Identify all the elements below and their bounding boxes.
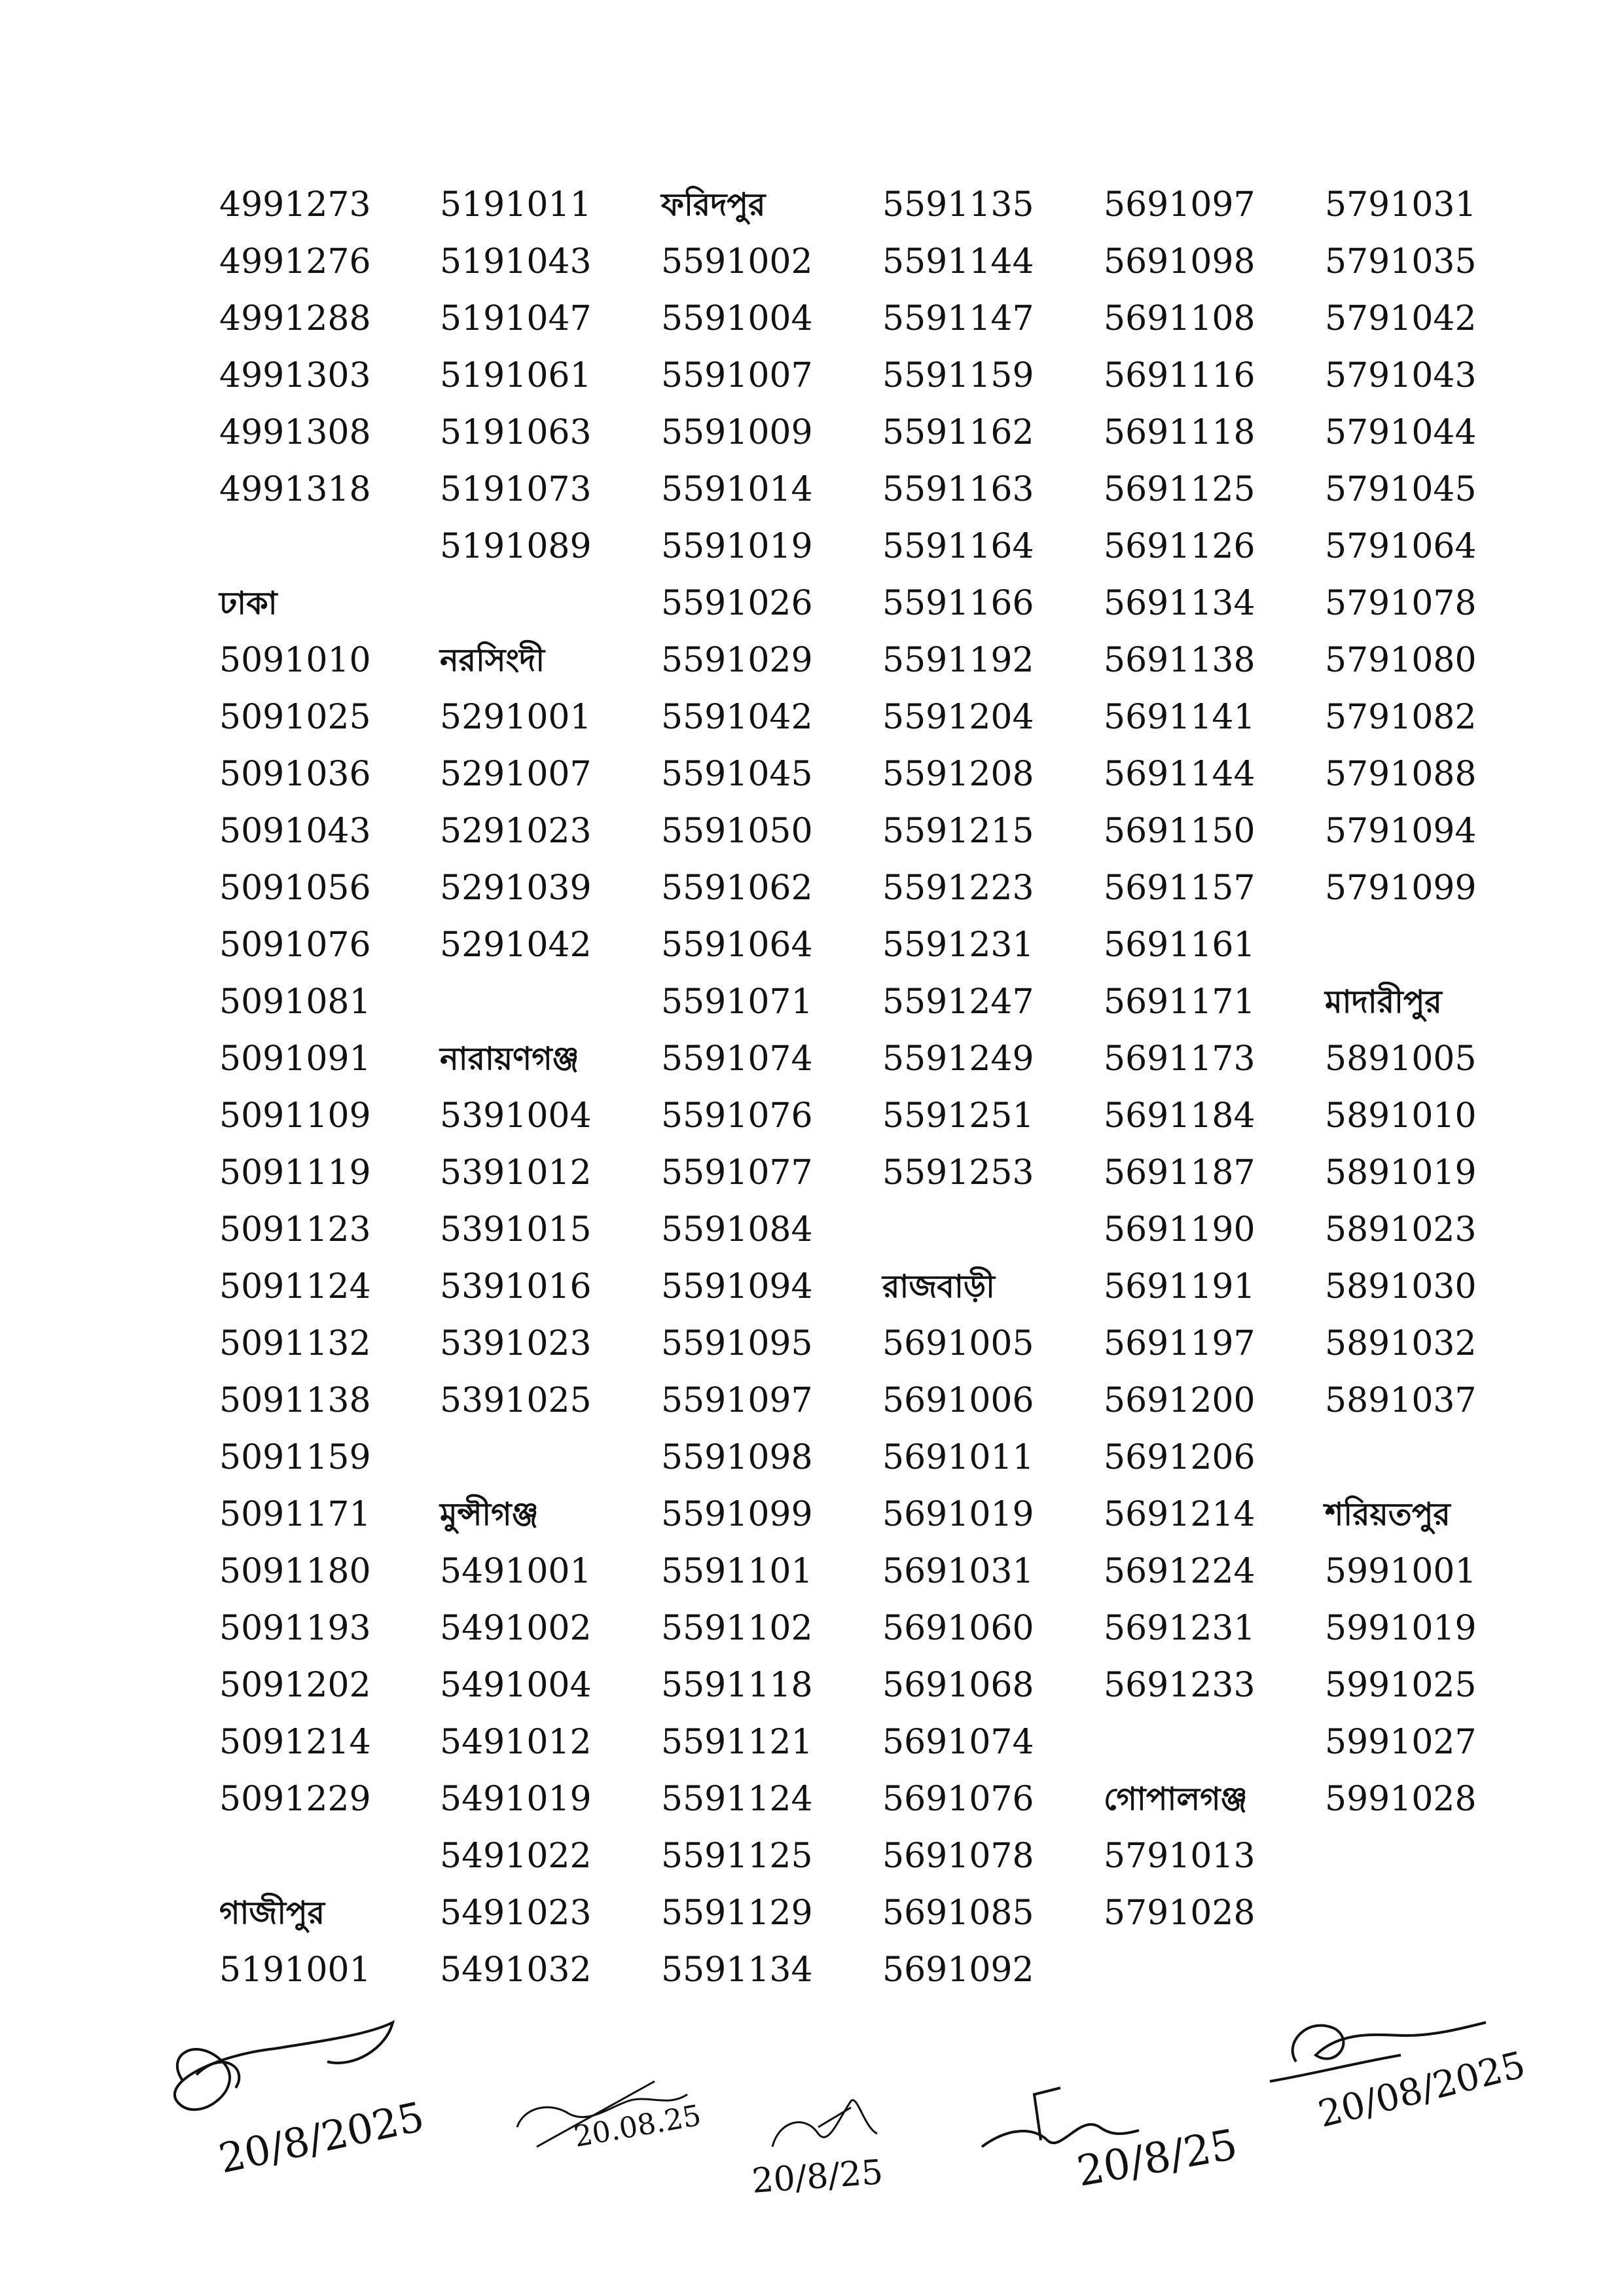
roll-number: 5691078: [882, 1837, 1034, 1876]
roll-number: 5091076: [219, 925, 371, 965]
roll-number: 5191001: [219, 1950, 371, 1990]
roll-number: 5491023: [440, 1893, 592, 1933]
roll-number: 5991001: [1325, 1552, 1477, 1591]
roll-number: 5091132: [219, 1324, 371, 1363]
roll-number: 5091056: [219, 869, 371, 908]
roll-number: 5691141: [1104, 698, 1255, 737]
roll-number: 5791045: [1325, 470, 1477, 509]
roll-number: 5591050: [661, 812, 813, 851]
roll-number: 5791088: [1325, 755, 1477, 794]
roll-number: 5591014: [661, 470, 813, 509]
signature-3: [751, 2100, 884, 2201]
roll-number: 5091159: [219, 1438, 371, 1477]
roll-number: 5491004: [440, 1666, 592, 1705]
roll-number: 5591223: [882, 869, 1034, 908]
roll-number: 5591074: [661, 1039, 813, 1079]
roll-number: 5291007: [440, 755, 592, 794]
roll-number: 5591249: [882, 1039, 1034, 1079]
roll-number: 4991308: [219, 413, 371, 452]
roll-number: 5691097: [1104, 185, 1255, 224]
roll-number: 5591162: [882, 413, 1034, 452]
district-heading: রাজবাড়ী: [882, 1268, 995, 1305]
roll-number: 5191073: [440, 470, 592, 509]
spacer: [440, 1429, 656, 1486]
roll-number: 5591084: [661, 1210, 813, 1249]
roll-number: 4991288: [219, 299, 371, 338]
roll-number: 5991028: [1325, 1780, 1477, 1819]
roll-number: 5491032: [440, 1950, 592, 1990]
roll-number: 5591019: [661, 527, 813, 566]
signature-2: [517, 2081, 704, 2154]
roll-number: 5591095: [661, 1324, 813, 1363]
roll-number: 5291039: [440, 869, 592, 908]
roll-number: 5091043: [219, 812, 371, 851]
roll-number: 5691173: [1104, 1039, 1255, 1079]
roll-number: 5791028: [1104, 1893, 1255, 1933]
roll-number: 5691031: [882, 1552, 1034, 1591]
signature-5: [1270, 2022, 1530, 2136]
roll-number: 5591163: [882, 470, 1034, 509]
roll-number: 5691187: [1104, 1153, 1255, 1193]
roll-number: 5891037: [1325, 1381, 1477, 1420]
roll-number: 5391015: [440, 1210, 592, 1249]
roll-number: 5691206: [1104, 1438, 1255, 1477]
roll-number: 5691074: [882, 1723, 1034, 1762]
district-heading: নারায়ণগঞ্জ: [440, 1041, 579, 1077]
roll-number: 4991318: [219, 470, 371, 509]
roll-number: 5591076: [661, 1096, 813, 1136]
roll-number: 5191089: [440, 527, 592, 566]
roll-number: 5091081: [219, 982, 371, 1022]
roll-number: 4991276: [219, 242, 371, 281]
signature-1: [175, 2022, 428, 2183]
roll-number: 5691085: [882, 1893, 1034, 1933]
spacer: [882, 1202, 1098, 1259]
roll-number: 5691019: [882, 1495, 1034, 1534]
column-3: [661, 177, 877, 1999]
spacer: [1325, 917, 1541, 974]
roll-number: 5591121: [661, 1723, 813, 1762]
roll-number: 5591208: [882, 755, 1034, 794]
district-heading: ফরিদপুর: [661, 187, 766, 223]
roll-number: 5691006: [882, 1381, 1034, 1420]
roll-number: 5591118: [661, 1666, 813, 1705]
roll-number: 5891019: [1325, 1153, 1477, 1193]
district-heading: গোপালগঞ্জ: [1104, 1781, 1248, 1818]
roll-number: 5591045: [661, 755, 813, 794]
roll-number: 5591042: [661, 698, 813, 737]
roll-number: 5691060: [882, 1609, 1034, 1648]
roll-number: 5491019: [440, 1780, 592, 1819]
roll-number: 5591159: [882, 356, 1034, 395]
roll-number: 5091138: [219, 1381, 371, 1420]
roll-number: 5691092: [882, 1950, 1034, 1990]
roll-number: 5091119: [219, 1153, 371, 1193]
roll-number: 5591129: [661, 1893, 813, 1933]
roll-number: 5591135: [882, 185, 1034, 224]
roll-number: 5691098: [1104, 242, 1255, 281]
roll-number: 5791064: [1325, 527, 1477, 566]
roll-number: 5691233: [1104, 1666, 1255, 1705]
roll-number: 5191047: [440, 299, 592, 338]
roll-number: 5591062: [661, 869, 813, 908]
roll-number: 5091025: [219, 698, 371, 737]
signature-3-date: 20/8/25: [750, 2153, 884, 2201]
column-5: [1104, 177, 1320, 1942]
roll-number: 5791013: [1104, 1837, 1255, 1876]
roll-number: 5591192: [882, 641, 1034, 680]
roll-number: 5591125: [661, 1837, 813, 1876]
column-2: [440, 177, 656, 1999]
roll-number: 5591077: [661, 1153, 813, 1193]
roll-number: 5191061: [440, 356, 592, 395]
column-6: [1325, 177, 1541, 1828]
roll-number: 5591147: [882, 299, 1034, 338]
roll-number: 5791099: [1325, 869, 1477, 908]
signatures-area: [0, 1977, 1624, 2291]
column-4: [882, 177, 1098, 1999]
roll-number: 5691126: [1104, 527, 1255, 566]
roll-number: 5591253: [882, 1153, 1034, 1193]
roll-number: 5691150: [1104, 812, 1255, 851]
roll-number: 5491012: [440, 1723, 592, 1762]
roll-number: 5491002: [440, 1609, 592, 1648]
roll-number: 5691171: [1104, 982, 1255, 1022]
signature-1-date: 20/8/2025: [214, 2092, 429, 2183]
spacer: [1325, 1429, 1541, 1486]
roll-number: 5691076: [882, 1780, 1034, 1819]
roll-number: 5891010: [1325, 1096, 1477, 1136]
roll-number: 5091124: [219, 1267, 371, 1306]
roll-number: 5691011: [882, 1438, 1034, 1477]
roll-number: 5591251: [882, 1096, 1034, 1136]
roll-number: 5591134: [661, 1950, 813, 1990]
roll-number: 5091180: [219, 1552, 371, 1591]
roll-number: 5991027: [1325, 1723, 1477, 1762]
roll-number: 5691191: [1104, 1267, 1255, 1306]
district-heading: ঢাকা: [219, 585, 278, 622]
roll-number: 5791082: [1325, 698, 1477, 737]
roll-number: 5591102: [661, 1609, 813, 1648]
signature-4-date: 20/8/25: [1073, 2121, 1241, 2197]
roll-number: 5591099: [661, 1495, 813, 1534]
roll-number: 5091214: [219, 1723, 371, 1762]
roll-number: 5691005: [882, 1324, 1034, 1363]
roll-number: 5591026: [661, 584, 813, 623]
roll-number: 5991025: [1325, 1666, 1477, 1705]
roll-number: 5291001: [440, 698, 592, 737]
roll-number: 5691214: [1104, 1495, 1255, 1534]
roll-number: 5691224: [1104, 1552, 1255, 1591]
roll-number: 5591204: [882, 698, 1034, 737]
roll-number: 5191043: [440, 242, 592, 281]
roll-number: 5691231: [1104, 1609, 1255, 1648]
roll-number: 5591094: [661, 1267, 813, 1306]
roll-number: 5791044: [1325, 413, 1477, 452]
district-heading: নরসিংদী: [440, 642, 545, 679]
roll-number: 5091036: [219, 755, 371, 794]
roll-number: 5591064: [661, 925, 813, 965]
roll-number: 5891032: [1325, 1324, 1477, 1363]
roll-number: 5791080: [1325, 641, 1477, 680]
roll-number: 5091091: [219, 1039, 371, 1079]
roll-number: 5591071: [661, 982, 813, 1022]
roll-number: 5891005: [1325, 1039, 1477, 1079]
roll-number: 4991273: [219, 185, 371, 224]
roll-number: 5591029: [661, 641, 813, 680]
roll-number: 5091229: [219, 1780, 371, 1819]
roll-number: 5691138: [1104, 641, 1255, 680]
roll-number: 5091171: [219, 1495, 371, 1534]
roll-number: 5591004: [661, 299, 813, 338]
column-1: [219, 177, 435, 1999]
signature-2-date: 20.08.25: [571, 2098, 704, 2154]
roll-number: 5691144: [1104, 755, 1255, 794]
roll-number: 5391012: [440, 1153, 592, 1193]
spacer: [219, 518, 435, 575]
roll-number: 5691108: [1104, 299, 1255, 338]
roll-number: 4991303: [219, 356, 371, 395]
roll-number: 5691184: [1104, 1096, 1255, 1136]
spacer: [440, 974, 656, 1031]
roll-number: 5391025: [440, 1381, 592, 1420]
roll-number: 5191011: [440, 185, 592, 224]
roll-number: 5091123: [219, 1210, 371, 1249]
district-heading: মাদারীপুর: [1325, 984, 1442, 1020]
roll-number: 5691068: [882, 1666, 1034, 1705]
roll-number: 5491022: [440, 1837, 592, 1876]
roll-number: 5691157: [1104, 869, 1255, 908]
roll-number: 5691161: [1104, 925, 1255, 965]
roll-number: 5091010: [219, 641, 371, 680]
roll-number: 5891023: [1325, 1210, 1477, 1249]
roll-number: 5691125: [1104, 470, 1255, 509]
roll-number: 5991019: [1325, 1609, 1477, 1648]
roll-number: 5591231: [882, 925, 1034, 965]
spacer: [1104, 1714, 1320, 1771]
roll-number: 5591144: [882, 242, 1034, 281]
roll-number: 5591215: [882, 812, 1034, 851]
roll-number: 5691118: [1104, 413, 1255, 452]
roll-number: 5591166: [882, 584, 1034, 623]
roll-number: 5591007: [661, 356, 813, 395]
roll-number: 5891030: [1325, 1267, 1477, 1306]
roll-number: 5791078: [1325, 584, 1477, 623]
roll-number: 5391023: [440, 1324, 592, 1363]
roll-number: 5791094: [1325, 812, 1477, 851]
roll-number: 5691134: [1104, 584, 1255, 623]
spacer: [219, 1828, 435, 1885]
spacer: [440, 575, 656, 632]
roll-number: 5491001: [440, 1552, 592, 1591]
roll-number: 5591164: [882, 527, 1034, 566]
roll-number: 5591009: [661, 413, 813, 452]
roll-number: 5791043: [1325, 356, 1477, 395]
roll-number: 5691200: [1104, 1381, 1255, 1420]
roll-number: 5091202: [219, 1666, 371, 1705]
roll-number: 5691116: [1104, 356, 1255, 395]
roll-number: 5791035: [1325, 242, 1477, 281]
roll-number: 5591002: [661, 242, 813, 281]
roll-number: 5291042: [440, 925, 592, 965]
roll-number: 5591101: [661, 1552, 813, 1591]
district-heading: গাজীপুর: [219, 1895, 325, 1931]
roll-number: 5791031: [1325, 185, 1477, 224]
roll-number: 5091109: [219, 1096, 371, 1136]
roll-number: 5591098: [661, 1438, 813, 1477]
signature-4: [982, 2088, 1241, 2197]
roll-number: 5591124: [661, 1780, 813, 1819]
roll-number: 5291023: [440, 812, 592, 851]
roll-number: 5691190: [1104, 1210, 1255, 1249]
roll-number: 5691197: [1104, 1324, 1255, 1363]
district-heading: শরিয়তপুর: [1325, 1496, 1451, 1533]
roll-number: 5091193: [219, 1609, 371, 1648]
district-heading: মুন্সীগঞ্জ: [440, 1496, 539, 1533]
roll-number: 5591097: [661, 1381, 813, 1420]
roll-number: 5391016: [440, 1267, 592, 1306]
roll-number: 5591247: [882, 982, 1034, 1022]
roll-number: 5791042: [1325, 299, 1477, 338]
roll-number: 5391004: [440, 1096, 592, 1136]
roll-number: 5191063: [440, 413, 592, 452]
signature-5-date: 20/08/2025: [1314, 2043, 1530, 2136]
